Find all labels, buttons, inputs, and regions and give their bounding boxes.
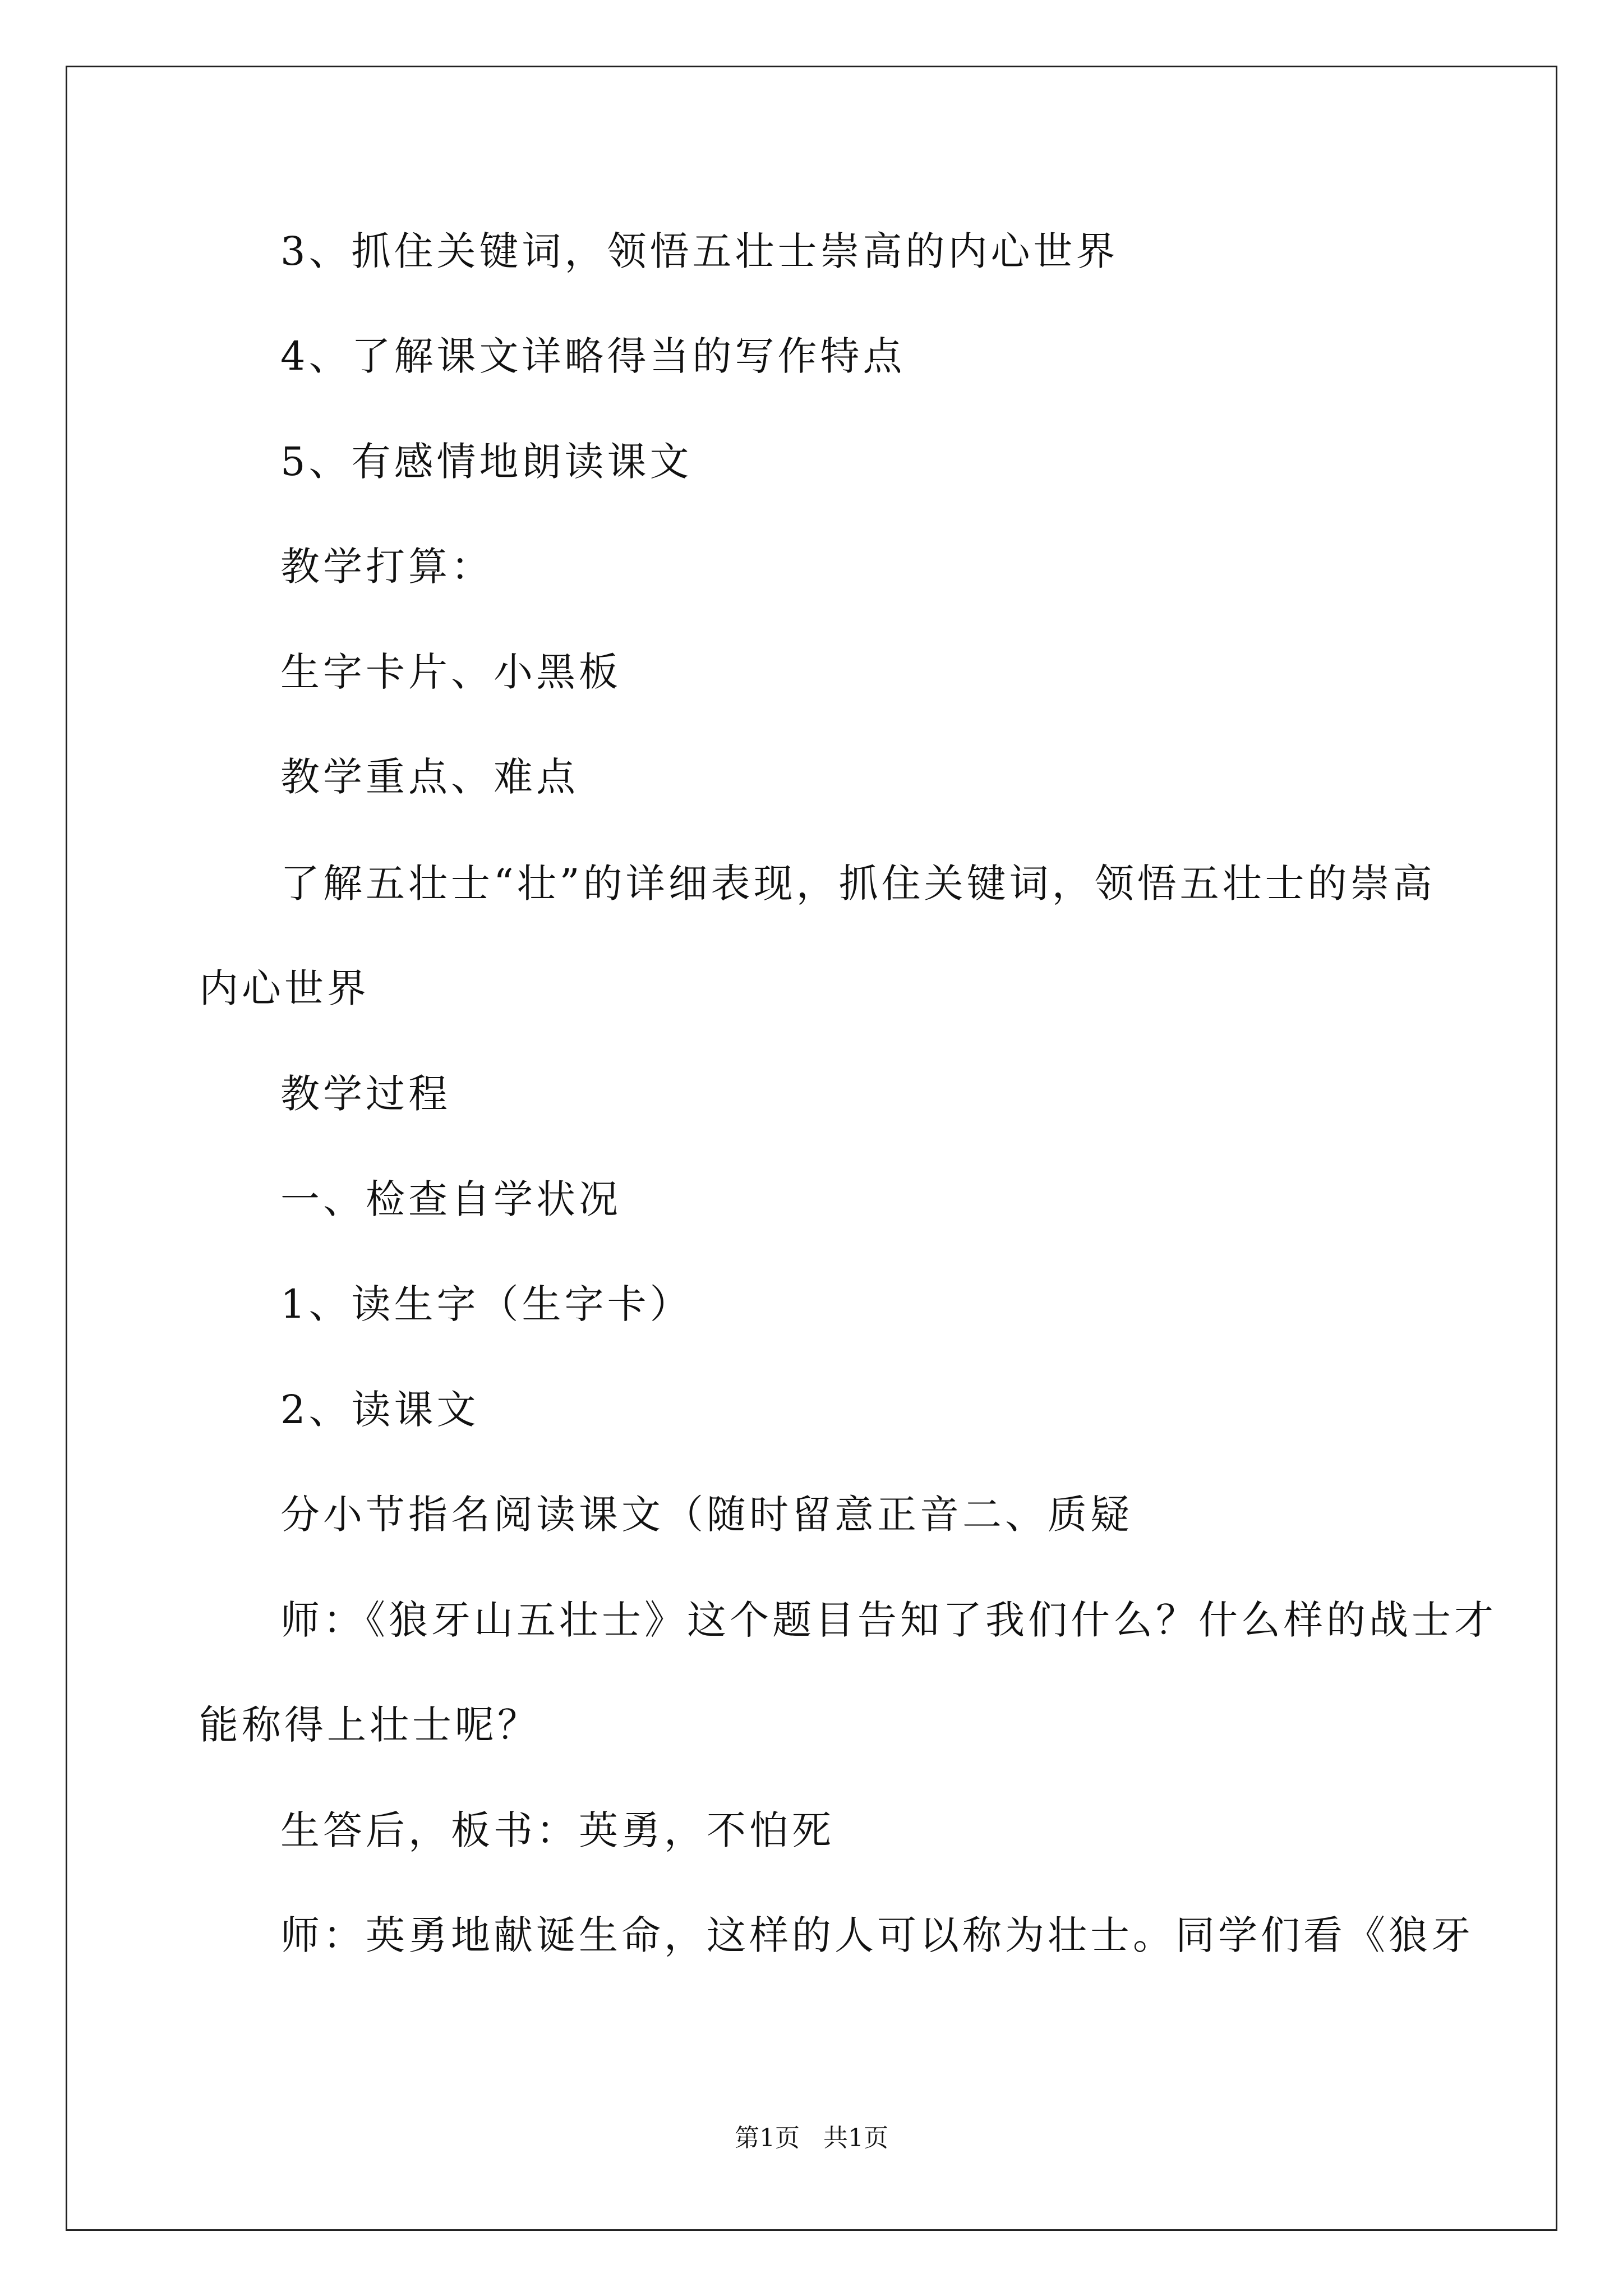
- text-line-16: 生答后，板书：英勇，不怕死: [280, 1807, 834, 1853]
- text-line-11: 1、读生字（生字卡）: [280, 1281, 693, 1327]
- text-line-4: 教学打算：: [280, 544, 494, 590]
- text-line-10: 一、检查自学状况: [280, 1176, 621, 1222]
- text-line-14: 师：《狼牙山五壮士》这个题目告知了我们什么？什么样的战士才: [280, 1597, 1497, 1643]
- text-line-5: 生字卡片、小黑板: [280, 649, 621, 695]
- text-line-17: 师：英勇地献诞生命，这样的人可以称为壮士。同学们看《狼牙: [280, 1912, 1474, 1958]
- text-line-2: 4、了解课文详略得当的写作特点: [280, 333, 906, 379]
- text-line-8: 内心世界: [199, 965, 370, 1011]
- text-line-13: 分小节指名阅读课文（随时留意正音二、质疑: [280, 1492, 1133, 1538]
- text-line-12: 2、读课文: [280, 1387, 479, 1433]
- text-line-9: 教学过程: [280, 1071, 451, 1117]
- text-line-3: 5、有感情地朗读课文: [280, 439, 693, 485]
- text-line-7: 了解五壮士“壮”的详细表现，抓住关键词，领悟五壮士的崇高: [280, 861, 1436, 907]
- text-line-15: 能称得上壮士呢？: [199, 1702, 540, 1748]
- page-footer: 第1页 共1页: [735, 2124, 888, 2152]
- text-line-6: 教学重点、难点: [280, 754, 579, 800]
- text-line-1: 3、抓住关键词，领悟五壮士崇高的内心世界: [280, 228, 1119, 274]
- page-border: [66, 66, 1557, 2231]
